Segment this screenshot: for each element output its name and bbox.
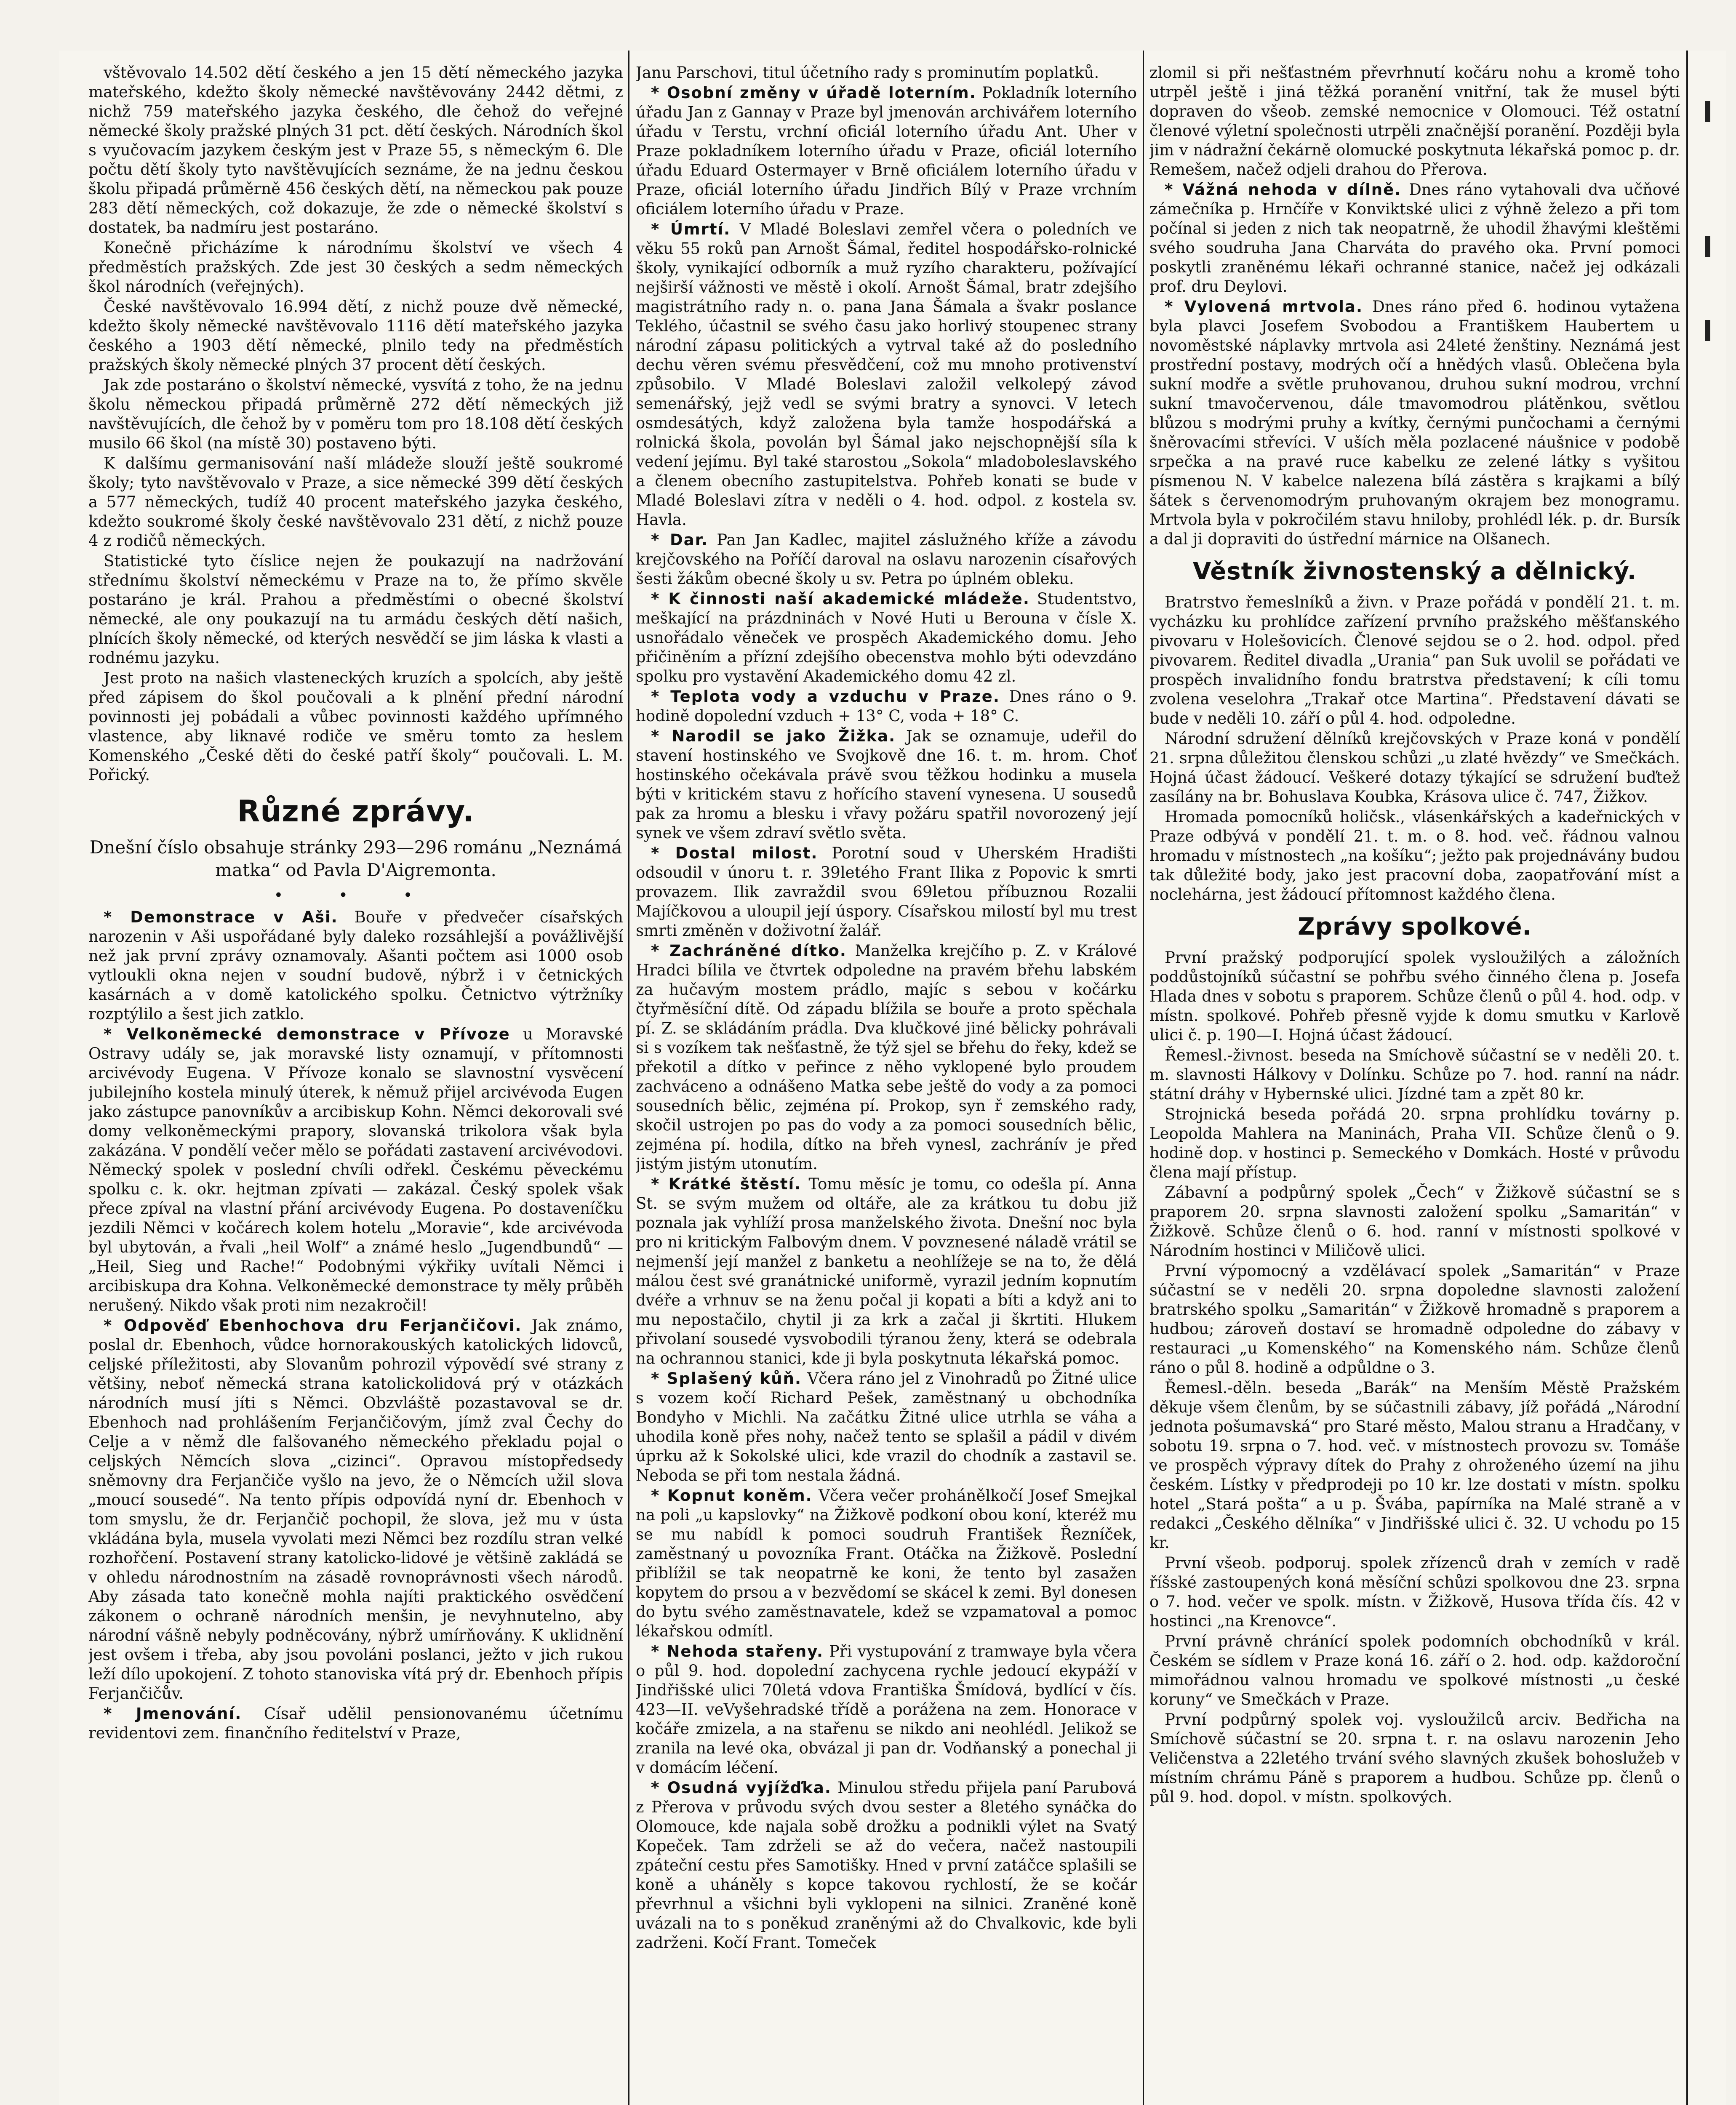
article-paragraph: zlomil si při nešťastném převrhnutí kočáru nohu a kromě toho utrpěl ještě i jiná těžká poranění vnitřní, tak že musel býti dopraven do všeob. zemské nemocnice v Olomouci. Též ostatní členové výletní společnosti utrpěli značnější poranění. Později byla jim v nádražní čekárně olomucké poskytnuta lékařská pomoc p. dr. Remešem, načež odjeli drahou do Přerova. [1149, 64, 1680, 179]
news-item [88, 908, 623, 1024]
news-item-text: Jak známo, poslal dr. Ebenhoch, vůdce hornorakouských katolických lidovců, celjské příležitosti, aby Slovanům pohrozil výpovědí své strany z většiny, neboť německá strana katolickolidová prý v otázkách národních musí jíti s Němci. Obzvláště pozastavoval se dr. Ebenhoch nad prohlášením Ferjančičovým, jímž zval Čechy do Celje a v němž dle falšovaného německého překladu pojal o celjských Němcích slova „cizinci“. Opravou místopředsedy sněmovny dra Ferjančiče vyšlo na jevo, že o Němcích užil slova „moucí sousedé“. Na tento přípis odpovídá nyní dr. Ebenhoch v tom smyslu, že dr. Ferjančič pochopil, že slova, jež mu v ústa vkládána byla, musela vyvolati mezi Němci bez rozdílu stran velké rozhořčení. Postavení strany katolicko-lidové je většině zakládá se v ohledu národnostním na zásadě rovnoprávnosti všech národů. Aby zásada tato konečně mohla najíti praktického osvědčení zákonem o ochraně národních menšin, je nevyhnutelno, aby národní vášně nebyly podněcovány, nýbrž umírňovány. K uklidnění jest ovšem i třeba, aby jsou povoláni poslanci, ježto v jich rukou leží dílo upokojení. Z tohoto stanoviska vítá prý dr. Ebenhoch přípis Ferjančičův. [88, 1316, 623, 1703]
news-item-title: * Narodil se jako Žižka. [651, 727, 896, 745]
news-item-title: * Vážná nehoda v dílně. [1165, 181, 1402, 199]
column-rule [628, 51, 629, 2105]
news-item-title: * Dar. [651, 531, 708, 549]
news-item [636, 1486, 1137, 1641]
issue-notice: Dnešní číslo obsahuje stránky 293—296 románu „Neznámá matka“ od Pavla D'Aigremonta. [89, 837, 622, 880]
news-item-title: * Nehoda stařeny. [651, 1642, 824, 1660]
news-item-text: Porotní soud v Uherském Hradišti odsoudil v únoru t. r. 39letého Frant Ilika z Popovic k smrti provazem. Ilik zavraždil svou 69letou příbuznou Rozalii Majíčkovou a uloupil její úspory. Císařskou milostí byl mu trest smrti změněn v doživotní žalář. [636, 844, 1137, 940]
news-item [1149, 180, 1680, 296]
column-3 [1149, 63, 1680, 2105]
news-item-text: V Mladé Boleslavi zemřel včera o poledních ve věku 55 roků pan Arnošt Šámal, ředitel hospodářsko-rolnické školy, vynikající odborník a muž ryzího charakteru, požívající nejširší vážnosti ve městě i okolí. Arnošt Šámal, bratr zdejšího magistrátního rady n. o. pana Jana Šámala a švakr poslance Teklého, účastnil se svého času jako horlivý stoupenec strany národní zápasu politických a vytrval také až do posledního dechu věren svému přesvědčení, což mu mnoho protivenství způsobilo. V Mladé Boleslavi založil velkolepý závod semenářský, jejž vedl se svými bratry a synovci. V letech osmdesátých, když založena byla tamže hospodářská a rolnická škola, povolán byl Šámal jako nejschopnější síla k vedení jejímu. Byl také starostou „Sokola“ mladoboleslavského a členem obecního zastupitelstva. Pohřeb konati se bude v Mladé Boleslavi zítra v neděli o 4. hod. odpol. z kostela sv. Havla. [636, 220, 1137, 529]
news-item-title: * Teplota vody a vzduchu v Praze. [651, 687, 1000, 706]
news-item-text: Jak se oznamuje, udeřil do stavení hostinského ve Svojkově dne 16. t. m. hrom. Choť hostinského očekávala právě svou těžkou hodinku a musela býti v kritickém stavu z hořícího stavení vynesena. U sousedů pak za hromu a blesku i vřavy požáru spatřil novorozený její synek ve všem zdraví světlo světa. [636, 727, 1137, 842]
news-item-text: Při vystupování z tramwaye byla včera o půl 9. hod. dopolední zachycena rychle jedoucí ekypáží v Jindřišské ulici 70letá vdova Františka Šmídová, bydlící v čís. 423—II. veVyšehradské třídě a porážena na zem. Honorace v kočáře zmizela, a na stařenu se nikdo ani neohlédl. Jelikož se zranila na levé oka, obvázal ji pan dr. Vodňanský a ponechal ji v domácím léčení. [636, 1642, 1137, 1777]
news-item-text: Manželka krejčího p. Z. v Králové Hradci bílila ve čtvrtek odpoledne na pravém břehu labském za hučavým mostem prádlo, majíc s sebou v kočárku čtyřměsíční dítě. Od západu blížila se bouře a proto spěchala pí. Z. se skládáním prádla. Dva klučkové jiné bělicky pohrávali si s vozíkem tak nešťastně, že týž sjel se břehu do řeky, kdež se překotil a dítko v peřince z něho vyklopené bylo proudem zachváceno a odnášeno Matka sebe ještě do vody a za pomoci sousedních bělic, zejména pí. Prokop, syn ř zemského rady, skočil ustrojen po pas do vody a za pomoci sousedních bělic, zejména pí. hodila, dítko na břeh vynesl, zachránív je před jistým jistým utonutím. [636, 942, 1137, 1173]
separator-dots: • • • [274, 886, 438, 904]
news-item-text: Pan Jan Kadlec, majitel záslužného kříže a závodu krejčovského na Poříčí daroval na oslavu narozenin císařových šesti žákům obecné školy u sv. Petra po úplném obleku. [636, 531, 1137, 588]
news-item-title: * K činnosti naší akademické mládeže. [651, 590, 1030, 608]
news-item [636, 687, 1137, 726]
margin-mark [1705, 320, 1710, 341]
article-paragraph: Jak zde postaráno o školství německé, vysvítá z toho, že na jednu školu německou připadá průměrně 272 dětí německých již navštěvujících, dle čehož by v poměru tom pro 18.108 dětí českých musilo 66 škol (na místě 30) postaveno býti. [88, 376, 623, 452]
news-item-text: Bouře v předvečer císařských narozenin v Aši uspořádané byly daleko rozsáhlejší a povážlivější než jak první zprávy oznamovaly. Ašanti počtem asi 1000 osob vytloukli okna nejen v soudní budově, nýbrž i v četnických kasárnách a v domě katolického spolku. Četnictvo výtržníky rozptýlilo a šest jich zatklo. [88, 908, 623, 1023]
club-notice: První všeob. podporuj. spolek zřízenců drah v zemích v radě říšské zastoupených koná měsíční schůzi spolkovou dne 23. srpna o 7. hod. večer ve spolk. místn. v Žižkově, Husova třída čís. 42 v hostinci „na Krenovce“. [1149, 1554, 1680, 1630]
club-notice: Řemesl.-děln. beseda „Barák“ na Menším Městě Pražském děkuje všem členům, by se súčastnili zábavy, jíž pořádá „Národní jednota pošumavská“ pro Staré město, Malou stranu a Hradčany, v sobotu 19. srpna o 7. hod. več. v místnostech provozu sv. Tomáše ve prospěch výpravy dítek do Prahy z ohroženého území na jihu českém. Lístky v předprodeji po 10 kr. lze dostati v místn. spolku hotel „Stará pošta“ a u p. Švába, papírníka na Malé straně a v redakci „Českého dělníka“ v Jindřišské ulici č. 32. U vchodu po 15 kr. [1149, 1379, 1680, 1552]
news-item-title: * Velkoněmecké demonstrace v Přívoze [104, 1025, 510, 1043]
margin-mark [1705, 101, 1710, 122]
column-1 [88, 63, 623, 2105]
section-heading: Zprávy spolkové. [1298, 913, 1532, 941]
club-notice: První výpomocný a vzdělávací spolek „Samaritán“ v Praze súčastní se v neděli 20. srpna dopoledne slavnosti založení bratrského spolku „Samaritán“ v Žižkově hromadně s praporem a hudbou; zároveň dostaví se hromadně odpoledne do zábavy v restauraci „u Komenského“ na Komenského nám. Schůze členů ráno o půl 8. hodině a odpůldne o 3. [1149, 1262, 1680, 1377]
news-item-title: * Splašený kůň. [651, 1370, 802, 1388]
article-paragraph: Jest proto na našich vlasteneckých kruzích a spolcích, aby ještě před zápisem do škol poučovali a k plnění přední národní povinnosti jej pobádali a vůbec povinnosti každého upřímného vlastence, aby liknavé rodiče ve směru tomto za heslem Komenského „České děti do české patří školy“ poučovali. L. M. Pořický. [88, 669, 623, 784]
section-heading: Věstník živnostenský a dělnický. [1193, 558, 1637, 585]
news-item [636, 941, 1137, 1174]
news-item-text: Včera večer prohánělkočí Josef Smejkal na poli „u kapslovky“ na Žižkově podkoní obou koní, kteréž mu se mu nabídl k pomoci soudruh František Řezníček, zaměstnaný u povozníka Frant. Otáčka na Žižkově. Poslední přiblížil se tak neopatrně ke koni, že tento byl zasažen kopytem do prsou a v bezvědomí se skácel k zemi. Byl donesen do bytu svého zaměstnavatele, kdež se vzpamatoval a pomoc lékařskou odmítl. [636, 1487, 1137, 1640]
news-item-title: * Kopnut koněm. [651, 1487, 813, 1505]
news-item [88, 1025, 623, 1315]
trade-notice: Bratrstvo řemeslníků a živn. v Praze pořádá v pondělí 21. t. m. vycházku ku prohlídce zařízení prvního pražského měšťanského pivovaru v Holešovicích. Členové sejdou se o 2. hod. odpol. před pivovarem. Ředitel divadla „Urania“ pan Suk uvolil se pořádati ve prospěch invalidního fondu bratrstva představení; k cíli tomu zvolena veselohra „Trakař otce Martina“. Představení dávati se bude v neděli 10. září o půl 4. hod. odpoledne. [1149, 593, 1680, 727]
news-item [636, 1369, 1137, 1485]
news-item-text: Dnes ráno vytahovali dva učňové zámečníka p. Hrnčíře v Konviktské ulici z výhně železo a při tom počínal si jeden z nich tak neopatrně, že uhodil žhavými kleštěmi svého soudruha Jana Charváta do pravého oka. První pomoci poskytli zraněnému lékaři ochranné stanice, načež jej odkázali prof. dru Deylovi. [1149, 181, 1680, 296]
news-item-title: * Dostal milost. [651, 844, 818, 862]
news-item-text: Včera ráno jel z Vinohradů po Žitné ulice s vozem kočí Richard Pešek, zaměstnaný u obchodníka Bondyho v Michli. Na začátku Žitné ulice utrhla se váha a uhodila koně přes nohy, načež tento se splašil a pádil v divém úprku až k Sokolské ulici, kde vrazil do chodník a zastavil se. Neboda se při tom nestala žádná. [636, 1370, 1137, 1484]
article-paragraph: Konečně přicházíme k národnímu školství ve všech 4 předměstích pražských. Zde jest 30 českých a sedm německých škol národních (veřejných). [88, 239, 623, 296]
news-item-title: * Osudná vyjížďka. [651, 1779, 832, 1797]
news-item-text: Císař udělil pensionovanému účetnímu revidentovi zem. finančního ředitelství v Praze, [88, 1705, 623, 1742]
news-item-text: Dnes ráno před 6. hodinou vytažena byla plavci Josefem Svobodou a Františkem Haubertem u novoměstské náplavky mrtvola asi 24leté ženštiny. Neznámá jest prostřední postavy, modrých očí a hnědých vlasů. Oblečena byla sukní modře a světle pruhovanou, druhou sukní modrou, vrchní sukní tmavočervenou, dále tmavomodrou plátěnkou, světlou blůzou s modrými pruhy a kvítky, černými punčochami a černými šněrovacími střevíci. V uších měla pozlacené náušnice v podobě srpečka a na pravé ruce kabelku ze zelené látky s vyšitou písmenou N. V kabelce nalezena bílá zástěra s krajkami a bílý šátek s červenomodrým pruhovaným okrajem bez monogramu. Mrtvola byla v pokročilém stavu hniloby, prohlédl lék. p. dr. Bursík a dal ji dopraviti do ústřední márnice na Olšanech. [1149, 298, 1680, 548]
article-paragraph: K dalšímu germanisování naší mládeže slouží ještě soukromé školy; tyto navštěvovalo v Praze, a sice německé 399 dětí českých a 577 německých, tudíž 40 procent mateřského jazyka českého, kdežto soukromé školy české navštěvovalo 231 dětí, z nichž pouze 4 z rodičů německých. [88, 454, 623, 550]
trade-notice: Národní sdružení dělníků krejčovských v Praze koná v pondělí 21. srpna důležitou členskou schůzi „u zlaté hvězdy“ ve Smečkách. Hojná účast žádoucí. Veškeré dotazy týkající se sdružení buďtež zasílány na br. Bohuslava Koubka, Krásova ulice č. 747, Žižkov. [1149, 730, 1680, 806]
news-item-text: Tomu měsíc je tomu, co odešla pí. Anna St. se svým mužem od oltáře, ale za krátkou tu dobu již poznala jak vyhlíží prosa manželského života. Dnešní noc byla pro ni kritickým Falbovým dnem. V povznesené náladě vrátil se nejmenší její manžel z banketu a neohlížeje se na to, že dělá málou čest své granátnické uniformě, vyrazil jedním kopnutím dvéře a vrhnuv se na ženu počal ji kopati a bíti a když ani to mu nepostačilo, chytil ji za krk a začal ji škrtiti. Hlukem přivolaní sousedé vysvobodili týranou ženy, která se odebrala na ochrannou stanici, kde ji byla poskytnuta lékařská pomoc. [636, 1175, 1137, 1367]
column-rule [1143, 51, 1144, 2105]
club-notice: První pražský podporující spolek vysloužilých a záložních poddůstojníků súčastní se pohřbu svého činného člena p. Josefa Hlada dnes v sobotu s praporem. Schůze členů o půl 4. hod. odp. v místn. spolkové. Pohřeb přesně vyjde k domu smutku v Karlově ulici č. p. 190—I. Hojná účast žádoucí. [1149, 949, 1680, 1044]
news-item [88, 1704, 623, 1743]
article-paragraph: Janu Parschovi, titul účetního rady s prominutím poplatků. [636, 64, 1099, 82]
club-notice: První podpůrný spolek voj. vysloužilců arciv. Bedřicha na Smíchově súčastní se 20. srpna t. r. na oslavu narozenin Jeho Veličenstva a 22letého trvání svého slavných zkušek bohoslužeb v místním chrámu Páně s praporem a hudbou. Schůze pp. členů o půl 9. hod. dopol. v místn. spolkových. [1149, 1711, 1680, 1806]
news-item-title: * Jmenování. [104, 1705, 242, 1723]
news-item-title: * Osobní změny v úřadě loterním. [651, 84, 976, 102]
news-item-text: Studentstvo, meškající na prázdninách v Nové Huti u Berouna v čísle X. usnořádalo věneček ve prospěch Akademického domu. Jeho přičiněním a přízní zdejšího obecenstva mohlo býti odevzdáno spolku pro vystavění Akademického domu 42 zl. [636, 590, 1137, 685]
article-paragraph: Statistické tyto číslice nejen že poukazují na nadržování střednímu školství německému v Praze na to, že přímo skvěle postaráno je král. Prahou a předměstími o obecné školství německé, ale ony poukazují na tu armádu českých dětí našich, plnících školy německé, od kterých nesvědčí se jim láska k vlasti a rodnému jazyku. [88, 552, 623, 667]
news-item [1149, 297, 1680, 549]
news-item [636, 530, 1137, 589]
news-item-title: * Krátké štěstí. [651, 1175, 802, 1193]
club-notice: Zábavní a podpůrný spolek „Čech“ v Žižkově súčastní se s praporem 20. srpna slavnosti založení spolku „Samaritán“ v Žižkově. Schůze členů o 6. hod. ranní v místnosti spolkové v Národním hostinci v Miličově ulici. [1149, 1183, 1680, 1260]
news-item [636, 1642, 1137, 1777]
margin-mark [1705, 236, 1710, 257]
page-edge-rule [1686, 51, 1688, 2105]
news-item [636, 844, 1137, 941]
news-item [636, 83, 1137, 219]
club-notice: Řemesl.-živnost. beseda na Smíchově súčastní se v neděli 20. t. m. slavnosti Hálkovy v Dolínku. Schůze po 7. hod. ranní na nádr. státní dráhy v Hybernské ulici. Jízdné tam a zpět 80 kr. [1149, 1046, 1680, 1103]
news-item-title: * Zachráněné dítko. [651, 942, 847, 960]
news-item [636, 589, 1137, 686]
news-item-text: Minulou středu přijela paní Parubová z Přerova v průvodu svých dvou sester a 8letého synáčka do Olomouce, kde najala sobě drožku a podnikli výlet na Svatý Kopeček. Tam zdrželi se až do večera, načež nastoupili zpáteční cestu přes Samotišky. Hned v první zatáčce splašili se koně a uháněly s kopce takovou rychlostí, že se kočár převrhnul a všichni byli vyklopeni na silnici. Zraněné koně uvázali na to s poněkud zraněnými až do Chvalkovic, kde byli zadrženi. Kočí Frant. Tomeček [636, 1779, 1137, 1952]
club-notice: Strojnická beseda pořádá 20. srpna prohlídku továrny p. Leopolda Mahlera na Maninách, Praha VII. Schůze členů o 9. hodině dop. v hostinci p. Semeckého v Domkách. Hosté v průvodu člena mají přístup. [1149, 1105, 1680, 1181]
news-item-title: * Vylovená mrtvola. [1165, 298, 1363, 316]
news-item-text: Pokladník loterního úřadu Jan z Gannay v Praze byl jmenován archivářem loterního úřadu v Terstu, vrchní oficiál loterního úřadu Ant. Uher v Praze pokladníkem loterního úřadu v Praze, oficiál loterního úřadu Eduard Ostermayer v Brně oficiálem loterního úřadu v Praze, oficiál loterního úřadu Jindřich Bílý v Praze vrchním oficiálem loterního úřadu v Praze. [636, 84, 1137, 218]
news-item-text: u Moravské Ostravy udály se, jak moravské listy oznamují, v přítomnosti arcivévody Eugena. V Přívoze konalo se slavnostní vysvěcení jubilejního kostela minulý úterek, k němuž přijel arcivévoda Eugen jako zástupce panovníkův a arcibiskup Kohn. Němci dekorovali své domy velkoněmeckými prapory, slovanská trikolora však byla zakázána. V pondělí večer mělo se pořádati zastavení arcivévodovi. Německý spolek v poslední chvíli odřekl. Českému pěveckému spolku c. k. okr. hejtman zpívati — zakázal. Český spolek však přece zpíval na vlastní přání arcivévody Eugena. Po dostaveníčku jezdili Němci v kočárech kolem hotelu „Moravie“, kde arcivévoda byl ubytován, a řvali „heil Wolf“ a známé heslo „Jugendbundů“ — „Heil, Sieg und Rache!“ Podobnými výkřiky uvítali Němci i arcibiskupa dra Kohna. Velkoněmecké demonstrace ty měly průběh nerušený. Nikdo však proti nim nezakročil! [88, 1025, 623, 1314]
article-paragraph: České navštěvovalo 16.994 dětí, z nichž pouze dvě německé, kdežto školy německé navštěvovalo 1116 dětí mateřského jazyka českého a 1903 dětí německé, plnilo tedy na předměstích pražských školy německé plných 37 procent dětí českých. [88, 298, 623, 374]
news-item [88, 1316, 623, 1703]
club-notice: První právně chránící spolek podomních obchodníků v král. Českém se sídlem v Praze koná 16. září o 2. hod. odp. každoroční mimořádnou valnou hromadu ve spolkové místnosti „u české koruny“ ve Smečkách v Praze. [1149, 1632, 1680, 1708]
article-paragraph: vštěvovalo 14.502 dětí českého a jen 15 dětí německého jazyka mateřského, kdežto školy německé navštěvovány 2442 dětmi, z nichž 759 mateřského jazyka českého, dle čehož do veřejné německé školy pražské plných 31 pct. dětí českých. Národních škol s vyučovacím jazykem českým jest v Praze 55, s německým 6. Dle počtu dětí školy tyto navštěvujících seznáme, že na jednu českou školu připadá průměrně 456 českých dětí, na německou pak pouze 283 dětí německých, což dokazuje, že zde o německé školství s dostatek, ba nadmíru jest postaráno. [88, 64, 623, 237]
news-item [636, 1175, 1137, 1368]
news-item-title: * Demonstrace v Aši. [104, 908, 338, 926]
column-2 [636, 63, 1137, 2105]
news-item [636, 220, 1137, 530]
news-item-title: * Odpověď Ebenhochova dru Ferjančičovi. [104, 1316, 522, 1335]
news-item-title: * Úmrtí. [651, 220, 731, 238]
news-item [636, 727, 1137, 843]
section-heading: Různé zprávy. [237, 794, 475, 829]
news-item-text: Dnes ráno o 9. hodině dopolední vzduch + 13° C, voda + 18° C. [636, 687, 1137, 725]
trade-notice: Hromada pomocníků holičsk., vlásenkářských a kadeřnických v Praze odbývá v pondělí 21. t. m. o 8. hod. več. řádnou valnou hromadu v místnostech „na košíku“; ježto pak projednávány budou tak důležité body, jako jest pracovní doba, zaopatřování míst a noclehárna, jest žádoucí přítomnost každého člena. [1149, 808, 1680, 903]
news-item [636, 1778, 1137, 1953]
